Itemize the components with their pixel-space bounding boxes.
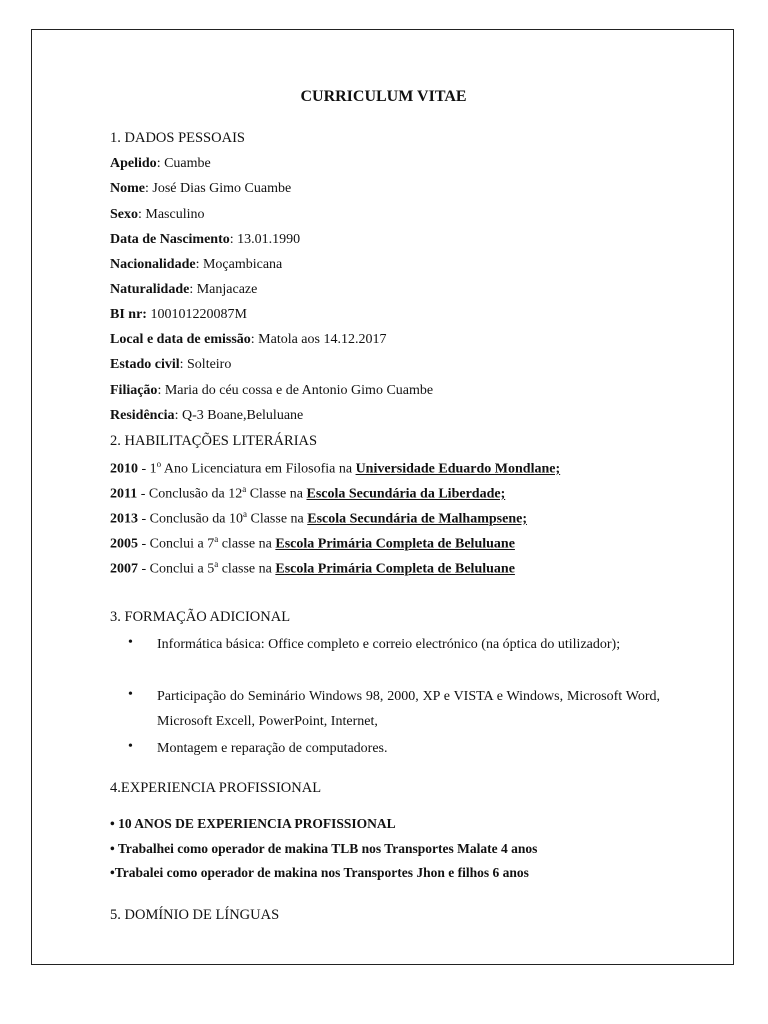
document-title: CURRICULUM VITAE bbox=[300, 88, 467, 105]
field-label: Local e data de emissão bbox=[110, 332, 251, 347]
field-value: Maria do céu cossa e de Antonio Gimo Cuambe bbox=[164, 383, 434, 398]
field-value: Matola aos 14.12.2017 bbox=[258, 332, 387, 347]
experience-item: •Trabalei como operador de makina nos Transportes Jhon e filhos 6 anos bbox=[110, 865, 529, 880]
field-label: Data de Nascimento bbox=[110, 232, 230, 247]
bullet-icon: • bbox=[128, 635, 133, 650]
education-school: Escola Primária Completa de Beluluane bbox=[275, 536, 515, 552]
education-year: 2005 bbox=[110, 536, 138, 552]
education-row: 2005 - Conclui a 7$^a$ classe na Escola Primária Completa de Beluluane bbox=[110, 534, 515, 552]
experience-item: • 10 ANOS DE EXPERIENCIA PROFISSIONAL bbox=[110, 816, 396, 831]
field-label: Apelido bbox=[110, 156, 157, 171]
personal-row: Local e data de emissão: Matola aos 14.12.2017 bbox=[110, 332, 387, 347]
personal-row: Residência: Q-3 Boane,Beluluane bbox=[110, 408, 304, 423]
personal-row: Estado civil: Solteiro bbox=[110, 357, 232, 372]
education-school: Escola Primária Completa de Beluluane bbox=[275, 561, 515, 577]
personal-row: Data de Nascimento: 13.01.1990 bbox=[110, 232, 301, 247]
personal-row: Nome: José Dias Gimo Cuambe bbox=[110, 181, 292, 196]
section-training-heading: 3. FORMAÇÃO ADICIONAL bbox=[110, 609, 291, 625]
cv-page bbox=[31, 29, 734, 965]
education-year: 2007 bbox=[110, 561, 138, 577]
section-personal-heading: 1. DADOS PESSOAIS bbox=[110, 130, 245, 146]
education-row: 2010 - 1$^o$ Ano Licenciatura em Filosofia na Universidade Eduardo Mondlane; bbox=[110, 459, 561, 477]
personal-row: Filiação: Maria do céu cossa e de Antonio Gimo Cuambe bbox=[110, 383, 434, 398]
education-year: 2011 bbox=[110, 486, 138, 502]
section-education-heading: 2. HABILITAÇÕES LITERÁRIAS bbox=[110, 433, 318, 449]
section-experience-heading: 4.EXPERIENCIA PROFISSIONAL bbox=[110, 780, 322, 796]
personal-row: Naturalidade: Manjacaze bbox=[110, 282, 258, 297]
bullet-icon: • bbox=[128, 687, 133, 702]
field-label: Nacionalidade bbox=[110, 257, 196, 272]
education-school: Escola Secundária de Malhampsene; bbox=[307, 511, 527, 527]
field-label: Filiação bbox=[110, 383, 158, 398]
field-value: Q-3 Boane,Beluluane bbox=[181, 408, 304, 423]
field-label: Naturalidade bbox=[110, 282, 190, 297]
experience-item: • Trabalhei como operador de makina TLB nos Transportes Malate 4 anos bbox=[110, 841, 538, 856]
education-row: 2013 - Conclusão da 10$^a$ Classe na Escola Secundária de Malhampsene; bbox=[110, 509, 527, 527]
education-year: 2010 bbox=[110, 461, 138, 477]
field-label: Sexo bbox=[110, 207, 138, 222]
field-value: Masculino bbox=[145, 207, 205, 222]
field-label: Estado civil bbox=[110, 357, 180, 372]
training-item: Montagem e reparação de computadores. bbox=[157, 741, 388, 756]
field-value: Solteiro bbox=[187, 357, 232, 372]
field-value: Moçambicana bbox=[202, 257, 283, 272]
education-school: Universidade Eduardo Mondlane; bbox=[355, 461, 561, 477]
field-value: José Dias Gimo Cuambe bbox=[152, 181, 292, 196]
training-item: Participação do Seminário Windows 98, 2000, XP e VISTA e Windows, Microsoft Word, Microsoft Excell, PowerPoint, Internet, bbox=[157, 689, 660, 729]
education-row: 2011 - Conclusão da 12$^a$ Classe na Escola Secundária da Liberdade; bbox=[110, 484, 506, 502]
education-year: 2013 bbox=[110, 511, 138, 527]
field-value: Manjacaze bbox=[196, 282, 258, 297]
field-label: Nome bbox=[110, 181, 145, 196]
personal-row: Apelido: Cuambe bbox=[110, 156, 211, 171]
bullet-icon: • bbox=[128, 739, 133, 754]
education-row: 2007 - Conclui a 5$^a$ classe na Escola Primária Completa de Beluluane bbox=[110, 559, 515, 577]
field-value: Cuambe bbox=[164, 156, 211, 171]
personal-row bbox=[110, 307, 247, 323]
personal-row: Nacionalidade: Moçambicana bbox=[110, 257, 283, 272]
field-label: Residência bbox=[110, 408, 175, 423]
education-school: Escola Secundária da Liberdade; bbox=[306, 486, 506, 502]
field-value: 100101220087M bbox=[150, 307, 247, 322]
field-value: 13.01.1990 bbox=[237, 232, 301, 247]
field-label: BI nr: bbox=[110, 307, 147, 322]
personal-row: Sexo: Masculino bbox=[110, 207, 205, 222]
training-item: Informática básica: Office completo e correio electrónico (na óptica do utilizador); bbox=[157, 637, 621, 652]
section-languages-heading: 5. DOMÍNIO DE LÍNGUAS bbox=[110, 907, 280, 923]
